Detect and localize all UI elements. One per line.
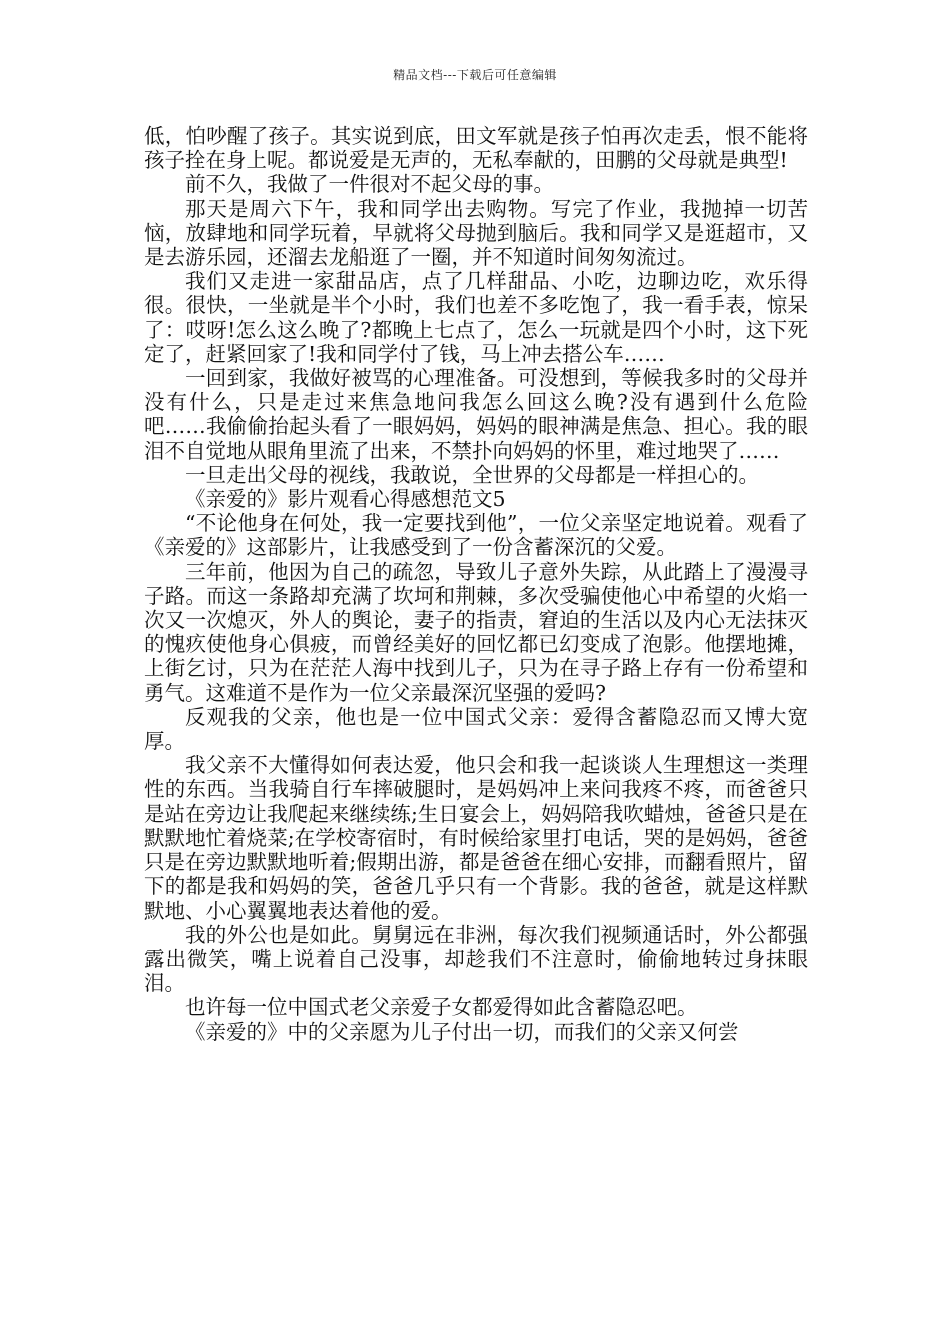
paragraph: 一回到家，我做好被骂的心理准备。可没想到，等候我多时的父母并没有什么，只是走过来焦急地问我怎么回这么晚?没有遇到什么危险吧……我偷偷抬起头看了一眼妈妈，妈妈的眼神满是焦急、担心。我的眼泪不自觉地从眼角里流了出来，不禁扑向妈妈的怀里，难过地哭了…… [144,366,808,463]
paragraph: 《亲爱的》中的父亲愿为儿子付出一切，而我们的父亲又何尝 [185,1019,739,1044]
paragraph: 我们又走进一家甜品店，点了几样甜品、小吃，边聊边吃，欢乐得很。很快，一坐就是半个小时，我们也差不多吃饱了，我一看手表，惊呆了：哎呀!怎么这么晚了?都晚上七点了，怎么一玩就是四个小时，这下死定了，赶紧回家了!我和同学付了钱，马上冲去搭公车…… [144,269,808,366]
paragraph: 反观我的父亲，他也是一位中国式父亲：爱得含蓄隐忍而又博大宽厚。 [144,704,808,754]
paragraph: 我父亲不大懂得如何表达爱，他只会和我一起谈谈人生理想这一类理性的东西。当我骑自行车摔破腿时，是妈妈冲上来问我疼不疼，而爸爸只是站在旁边让我爬起来继续练;生日宴会上，妈妈陪我吹蜡烛，爸爸只是在默默地忙着烧菜;在学校寄宿时，有时候给家里打电话，哭的是妈妈，爸爸只是在旁边默默地听着;假期出游，都是爸爸在细心安排，而翻看照片，留下的都是我和妈妈的笑，爸爸几乎只有一个背影。我的爸爸，就是这样默默地、小心翼翼地表达着他的爱。 [144,753,808,923]
paragraph: 《亲爱的》影片观看心得感想范文5 [185,487,506,512]
page-header: 精品文档---下载后可任意编辑 [393,68,557,82]
paragraph: 前不久，我做了一件很对不起父母的事。 [185,172,554,197]
paragraph: 那天是周六下午，我和同学出去购物。写完了作业，我抛掉一切苦恼，放肆地和同学玩着，早就将父母抛到脑后。我和同学又是逛超市，又是去游乐园，还溜去龙船逛了一圈，并不知道时间匆匆流过。 [144,196,808,270]
paragraph: 低，怕吵醒了孩子。其实说到底，田文军就是孩子怕再次走丢，恨不能将孩子拴在身上呢。都说爱是无声的，无私奉献的，田鹏的父母就是典型! [144,124,808,173]
paragraph: 三年前，他因为自己的疏忽，导致儿子意外失踪，从此踏上了漫漫寻子路。而这一条路却充满了坎坷和荆棘，多次受骗使他心中希望的火焰一次又一次熄灭，外人的舆论，妻子的指责，窘迫的生活以及内心无法抹灭的愧疚使他身心俱疲，而曾经美好的回忆都已幻变成了泡影。他摆地摊，上街乞讨，只为在茫茫人海中找到儿子，只为在寻子路上存有一份希望和勇气。这难道不是作为一位父亲最深沉坚强的爱吗? [144,559,808,705]
paragraph: 也许每一位中国式老父亲爱子女都爱得如此含蓄隐忍吧。 [185,995,698,1020]
document-body [144,124,808,1044]
paragraph: “不论他身在何处，我一定要找到他”，一位父亲坚定地说着。观看了《亲爱的》这部影片，让我感受到了一份含蓄深沉的父爱。 [144,511,808,560]
paragraph: 我的外公也是如此。舅舅远在非洲，每次我们视频通话时，外公都强露出微笑，嘴上说着自己没事，却趁我们不注意时，偷偷地转过身抹眼泪。 [144,922,808,996]
paragraph: 一旦走出父母的视线，我敢说，全世界的父母都是一样担心的。 [185,462,759,487]
